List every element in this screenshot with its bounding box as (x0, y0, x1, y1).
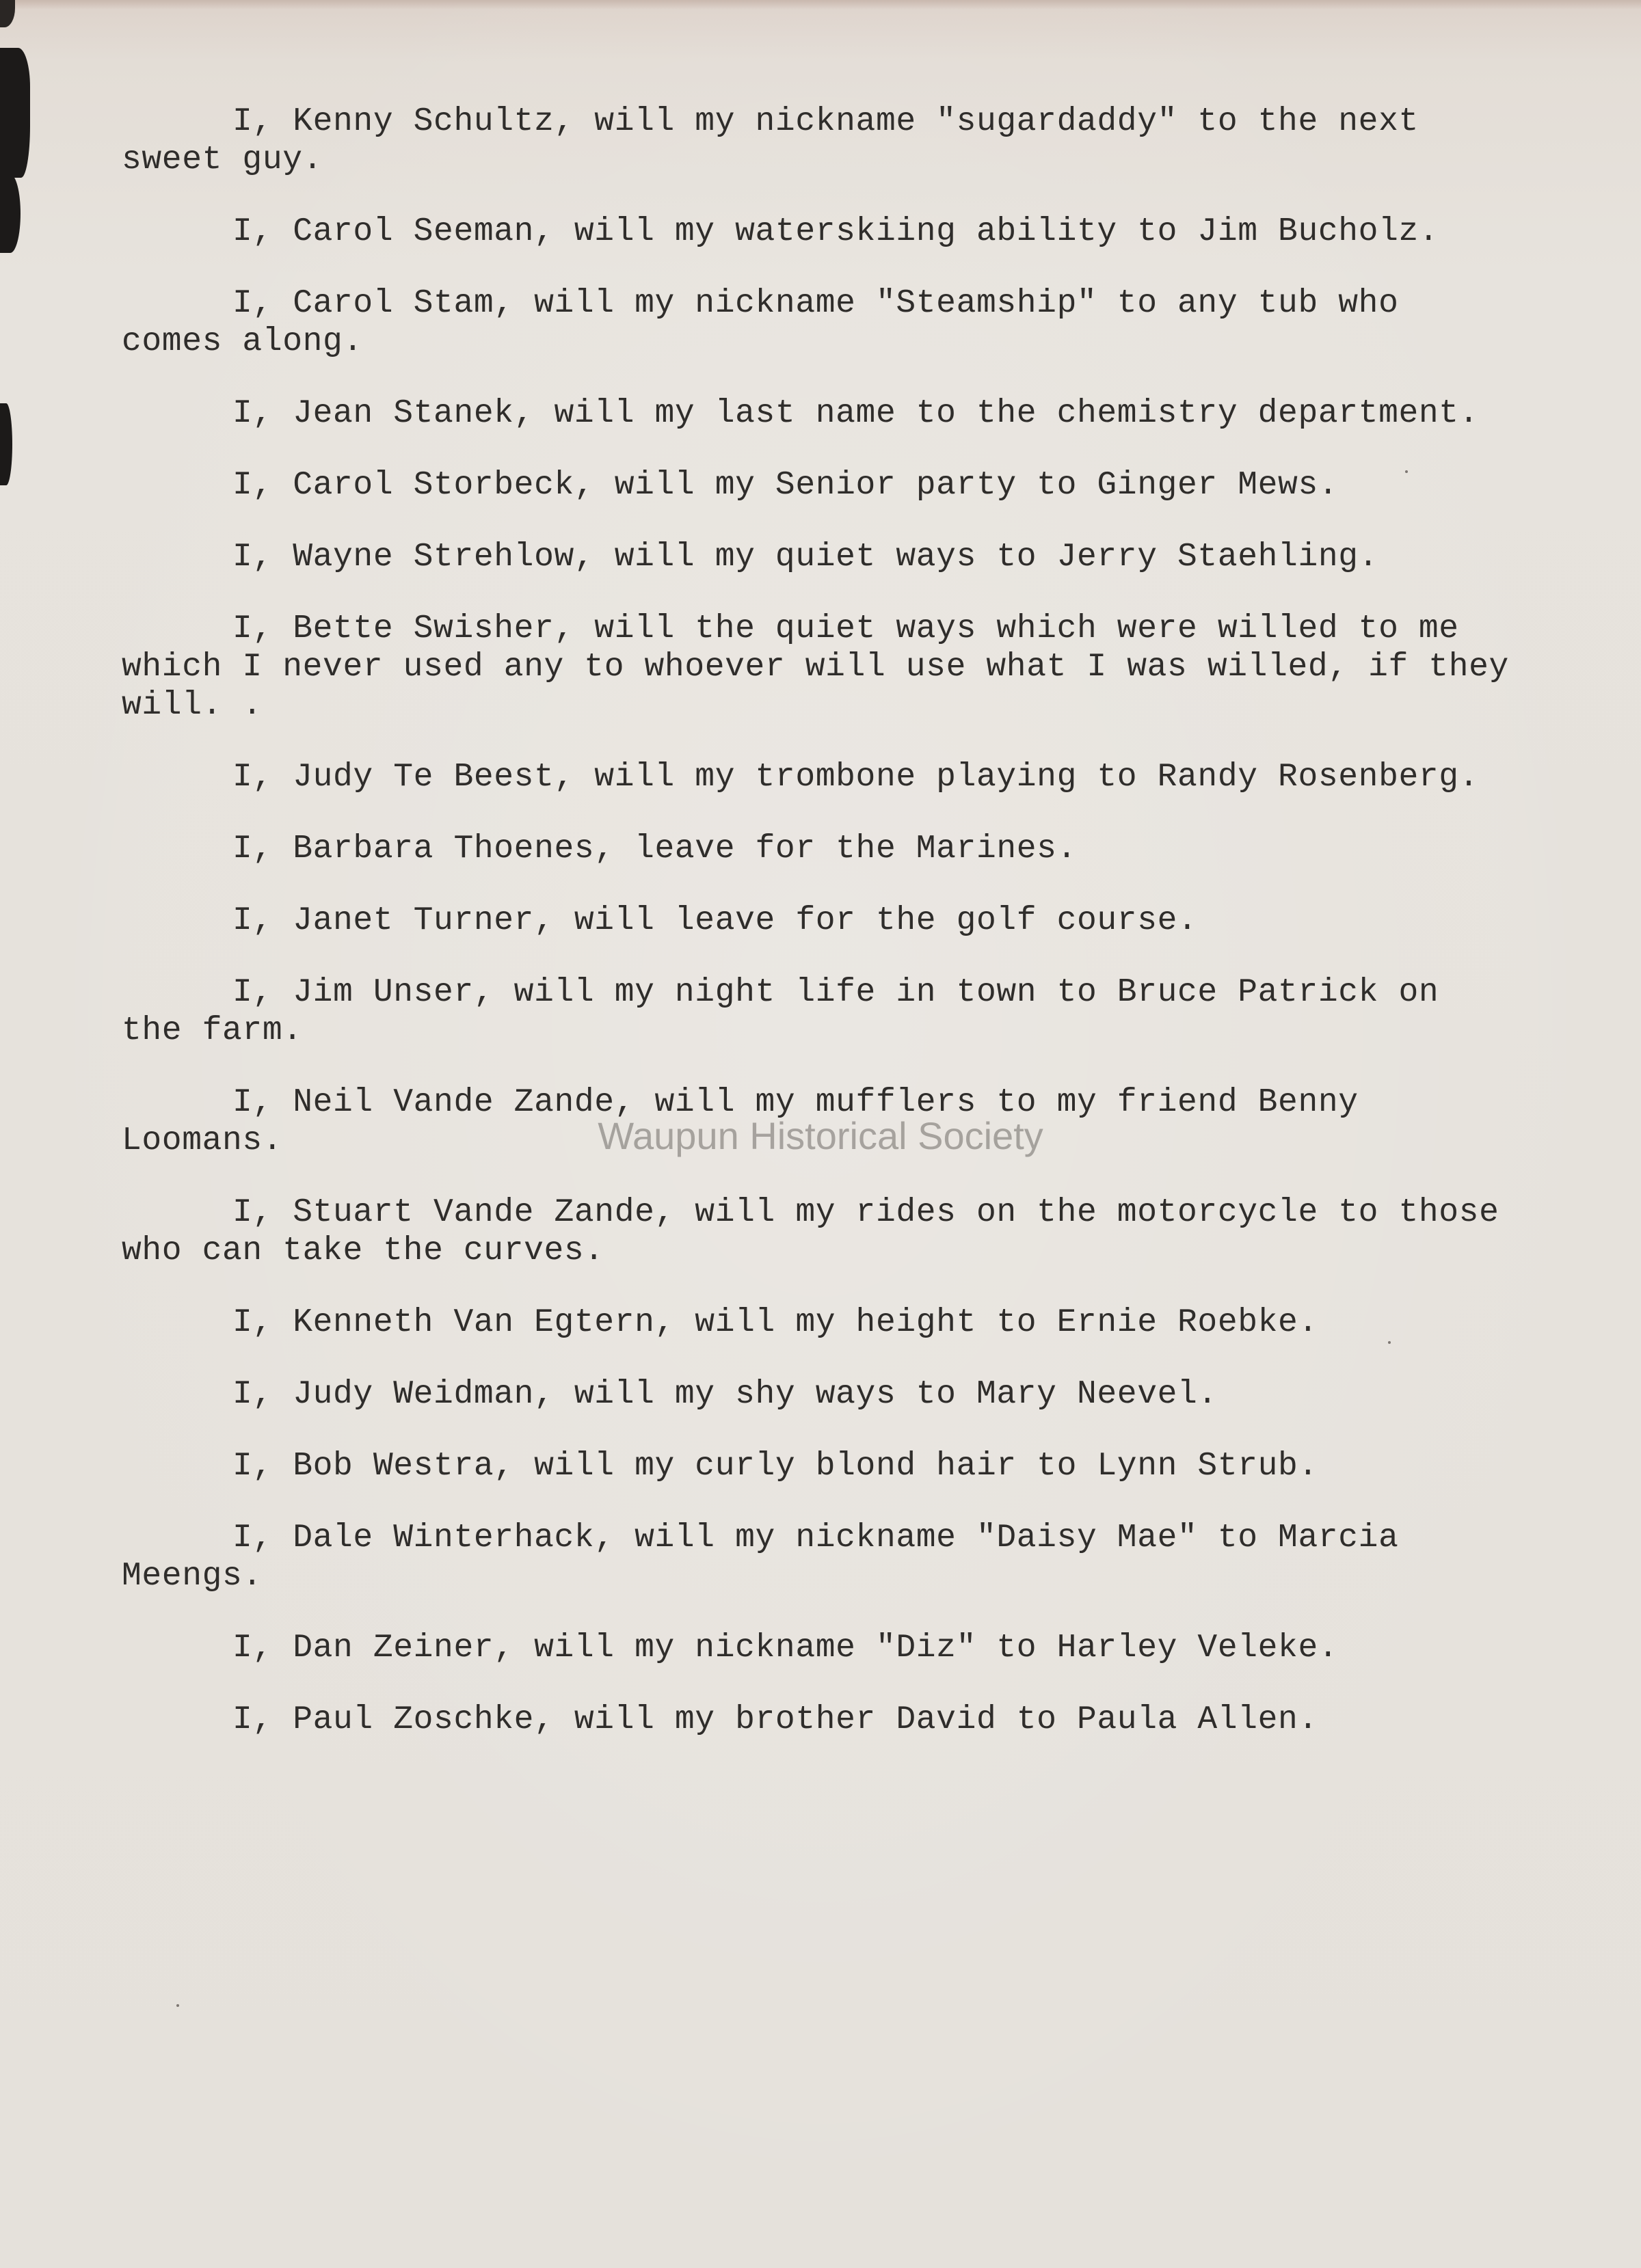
will-entry: I, Judy Te Beest, will my trombone playing to Randy Rosenberg. (232, 759, 1480, 796)
will-entry: I, Neil Vande Zande, will my mufflers to my friend Benny Loomans. (122, 1084, 1379, 1159)
will-entry: I, Jean Stanek, will my last name to the chemistry department. (232, 395, 1480, 432)
will-entry: I, Wayne Strehlow, will my quiet ways to Jerry Staehling. (232, 539, 1379, 576)
will-entry: I, Paul Zoschke, will my brother David to Paula Allen. (232, 1701, 1318, 1738)
torn-binding-edge (0, 48, 30, 178)
will-entry: I, Kenneth Van Egtern, will my height to Ernie Roebke. (232, 1304, 1318, 1341)
will-entry: I, Jim Unser, will my night life in town to Bruce Patrick on the farm. (122, 974, 1459, 1049)
torn-binding-edge (0, 174, 21, 253)
watermark: Waupun Historical Society (598, 1114, 1043, 1157)
paper-top-edge (0, 0, 1641, 10)
will-entry: I, Janet Turner, will leave for the golf course. (232, 902, 1198, 939)
will-entry: I, Kenny Schultz, will my nickname "sugardaddy" to the next sweet guy. (122, 103, 1439, 178)
will-entry: I, Barbara Thoenes, leave for the Marines. (232, 831, 1077, 867)
will-entry: I, Carol Stam, will my nickname "Steamship" to any tub who comes along. (122, 285, 1419, 360)
will-entry: I, Judy Weidman, will my shy ways to Mary Neevel. (232, 1376, 1218, 1413)
paper-speck (176, 2004, 179, 2007)
will-entry: I, Carol Seeman, will my waterskiing ability to Jim Bucholz. (232, 213, 1439, 250)
will-entry: I, Bette Swisher, will the quiet ways which were willed to me which I never used any to whoever will use what I was willed, if they will. . (122, 610, 1530, 724)
will-entry: I, Bob Westra, will my curly blond hair to Lynn Strub. (232, 1448, 1318, 1485)
will-entry: I, Dale Winterhack, will my nickname "Daisy Mae" to Marcia Meengs. (122, 1520, 1419, 1595)
will-entry: I, Dan Zeiner, will my nickname "Diz" to Harley Veleke. (232, 1630, 1339, 1666)
will-entry: I, Carol Storbeck, will my Senior party to Ginger Mews. (232, 467, 1339, 504)
will-entry: I, Stuart Vande Zande, will my rides on the motorcycle to those who can take the curves. (122, 1194, 1519, 1269)
torn-corner (0, 0, 15, 27)
class-will-page (122, 103, 1530, 1772)
torn-binding-edge (0, 403, 12, 485)
